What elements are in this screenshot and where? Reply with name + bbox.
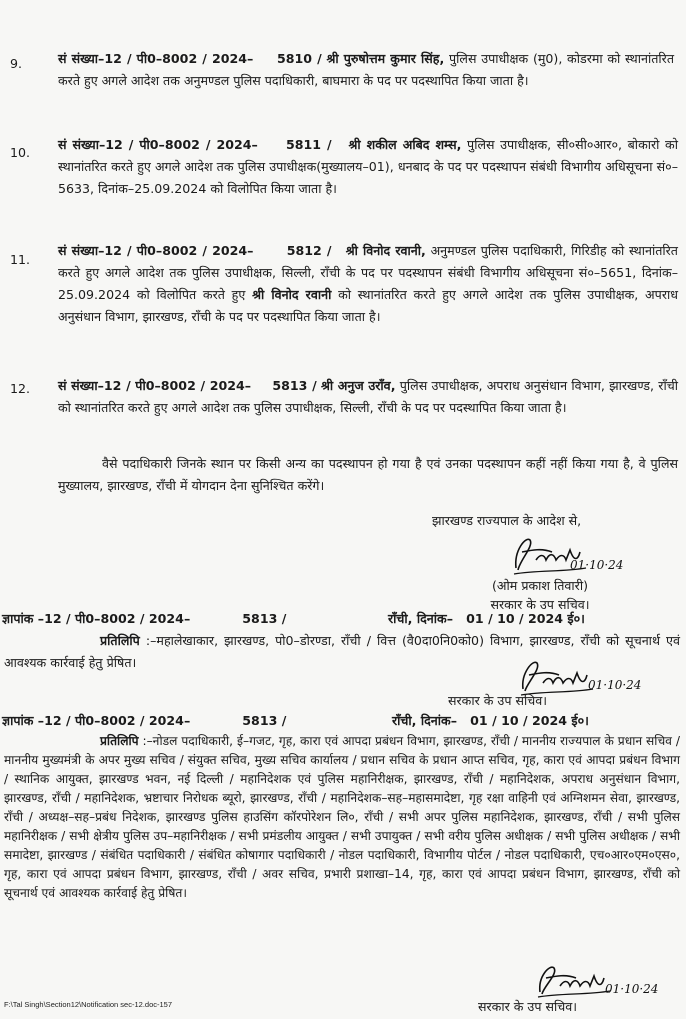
memo-code: 5813 / xyxy=(242,611,287,626)
item-number: 9. xyxy=(10,56,23,71)
memo-ref: ज्ञापांक –12 / पी0–8002 / 2024– xyxy=(2,713,191,728)
officer-name: श्री पुरुषोत्तम कुमार सिंह, xyxy=(326,51,445,66)
officer-name: श्री विनोद रवानी, xyxy=(345,243,426,258)
order-text: पुलिस उपाधीक्षक, सी०सी०आर०, बोकारो को स्थानांतरित करते हुए अगले आदेश तक पुलिस उपाधीक्षक(मुख्यालय–01), धनबाद के पद पर पदस्थापन संबंधी विभागीय अधिसूचना सं०–5633, दिनांक–25.09.2024 को विलोपित किया जाता है। xyxy=(58,137,678,196)
order-ref: सं संख्या–12 / पी0–8002 / 2024– xyxy=(58,243,254,258)
order-ref: सं संख्या–12 / पी0–8002 / 2024– xyxy=(58,137,258,152)
memo-ref: ज्ञापांक –12 / पी0–8002 / 2024– xyxy=(2,611,191,626)
memo-1-sign-title: सरकार के उप सचिव। xyxy=(448,693,548,708)
item-number: 12. xyxy=(10,381,31,396)
file-path-footer: F:\Tal Singh\Section12\Notification sec-12.doc-157 xyxy=(4,1000,173,1009)
order-code: 5810 / xyxy=(276,51,322,66)
order-code: 5813 / xyxy=(272,378,317,393)
order-item-9 xyxy=(58,48,674,92)
memo-date: 01 / 10 / 2024 ई०। xyxy=(470,713,589,728)
memo-code: 5813 / xyxy=(242,713,287,728)
officer-name: श्री अनुज उराँव, xyxy=(320,378,396,393)
signature xyxy=(532,960,612,1000)
memo-text: :–महालेखाकार, झारखण्ड, पो0–डोरण्डा, राँची / वित्त (वै0दा0नि0को0) विभाग, झारखण्ड, राँची को सूचनार्थ एवं आवश्यक कार्रवाई हेतु प्रेषित। xyxy=(4,633,680,670)
memo-2-sign-title: सरकार के उप सचिव। xyxy=(478,999,578,1014)
order-code: 5812 / xyxy=(286,243,332,258)
memo-place-date: राँची, दिनांक– xyxy=(392,713,458,728)
order-text-continued: को स्थानांतरित करते हुए अगले आदेश तक पुलिस उपाधीक्षक, अपराध अनुसंधान विभाग, झारखण्ड, राँची के पद पर पदस्थापित किया जाता है। xyxy=(58,287,678,324)
copy-label: प्रतिलिपि xyxy=(100,633,140,648)
order-ref: सं संख्या–12 / पी0–8002 / 2024– xyxy=(58,378,252,393)
memo-text: :–नोडल पदाधिकारी, ई–गजट, गृह, कारा एवं आपदा प्रबंधन विभाग, झारखण्ड, राँची / माननीय राज्यपाल के प्रधान सचिव / माननीय मुख्यमंत्री के अपर मुख्य सचिव / संयुक्त सचिव, मुख्य सचिव कार्यालय / प्रधान सचिव के प्रधान आप्त सचिव, गृह, कारा एवं आपदा प्रबंधन विभाग / स्थानिक आयुक्त, झारखण्ड भवन, नई दिल्ली / महानिदेशक एवं पुलिस महानिरीक्षक, झारखण्ड, राँची / महानिदेशक, अपराध अनुसंधान विभाग, झारखण्ड, राँची / महानिदेशक, भ्रष्टाचार निरोधक ब्यूरो, झारखण्ड, राँची / महानिदेशक–सह–महासमादेष्टा, गृह रक्षा वाहिनी एवं अग्निशमन सेवा, झारखण्ड, राँची / अध्यक्ष–सह–प्रबंध निदेशक, झारखण्ड पुलिस हाउसिंग कॉरपोरेशन लि०, राँची / सभी अपर पुलिस महानिदेशक, झारखण्ड, राँची / सभी पुलिस महानिरीक्षक / सभी क्षेत्रीय पुलिस उप–महानिरीक्षक / सभी प्रमंडलीय आयुक्त / सभी उपायुक्त / सभी वरीय पुलिस अधीक्षक / सभी पुलिस अधीक्षक / सभी समादेष्टा, झारखण्ड / संबंधित पदाधिकारी / संबंधित कोषागार पदाधिकारी / नोडल पदाधिकारी, विभागीय पोर्टल / नोडल पदाधिकारी, एच०आर०एम०एस०, गृह, कारा एवं आपदा प्रबंधन विभाग, झारखण्ड, राँची / अवर सचिव, प्रभारी प्रशाखा–14, गृह, कारा एवं आपदा प्रबंधन विभाग, झारखण्ड, राँची को सूचनार्थ एवं आवश्यक कार्रवाई हेतु प्रेषित। xyxy=(4,734,681,900)
order-text: अनुमण्डल पुलिस पदाधिकारी, गिरिडीह को स्थानांतरित करते हुए अगले आदेश तक पुलिस उपाधीक्षक, सिल्ली, राँची के पद पर पदस्थापन संबंधी विभागीय अधिसूचना सं०–5651, दिनांक–25.09.2024 को विलोपित करते हुए xyxy=(58,243,678,302)
signatory-title: सरकार के उप सचिव। xyxy=(490,597,590,612)
item-number: 11. xyxy=(10,252,31,267)
order-item-10 xyxy=(58,134,678,200)
order-code: 5811 / xyxy=(285,137,332,152)
signature-date: 01·10·24 xyxy=(605,982,659,996)
memo-1-date xyxy=(388,608,686,630)
closing-paragraph: वैसे पदाधिकारी जिनके स्थान पर किसी अन्य का पदस्थापन हो गया है एवं उनका पदस्थापन कहीं नहीं किया गया है, वे पुलिस मुख्यालय, झारखण्ड, राँची में योगदान देना सुनिश्चित करेंगे। xyxy=(58,456,678,493)
officer-name: श्री शकील अबिद शम्स, xyxy=(348,137,462,152)
officer-name-repeat: श्री विनोद रवानी xyxy=(252,287,332,302)
item-number: 10. xyxy=(10,145,31,160)
order-item-12 xyxy=(58,375,678,419)
signature-date: 01·10·24 xyxy=(570,558,624,572)
memo-2-body xyxy=(4,732,680,903)
order-ref: सं संख्या–12 / पी0–8002 / 2024– xyxy=(58,51,254,66)
signature-date: 01·10·24 xyxy=(588,678,642,692)
order-item-11 xyxy=(58,240,678,328)
copy-label: प्रतिलिपि xyxy=(100,734,139,748)
memo-2-date xyxy=(392,710,686,732)
governor-order: झारखण्ड राज्यपाल के आदेश से, xyxy=(432,513,582,528)
memo-date: 01 / 10 / 2024 ई०। xyxy=(466,611,585,626)
order-text: पुलिस उपाधीक्षक, अपराध अनुसंधान विभाग, झारखण्ड, राँची को स्थानांतरित करते हुए अगले आदेश तक पुलिस उपाधीक्षक, सिल्ली, राँची के पद पर पदस्थापित किया जाता है। xyxy=(58,378,678,415)
memo-place-date: राँची, दिनांक– xyxy=(388,611,454,626)
signatory-name: (ओम प्रकाश तिवारी) xyxy=(491,578,589,593)
order-text: पुलिस उपाधीक्षक (मु0), कोडरमा को स्थानांतरित करते हुए अगले आदेश तक अनुमण्डल पुलिस पदाधिकारी, बाघमारा के पद पर पदस्थापित किया जाता है। xyxy=(58,51,675,88)
